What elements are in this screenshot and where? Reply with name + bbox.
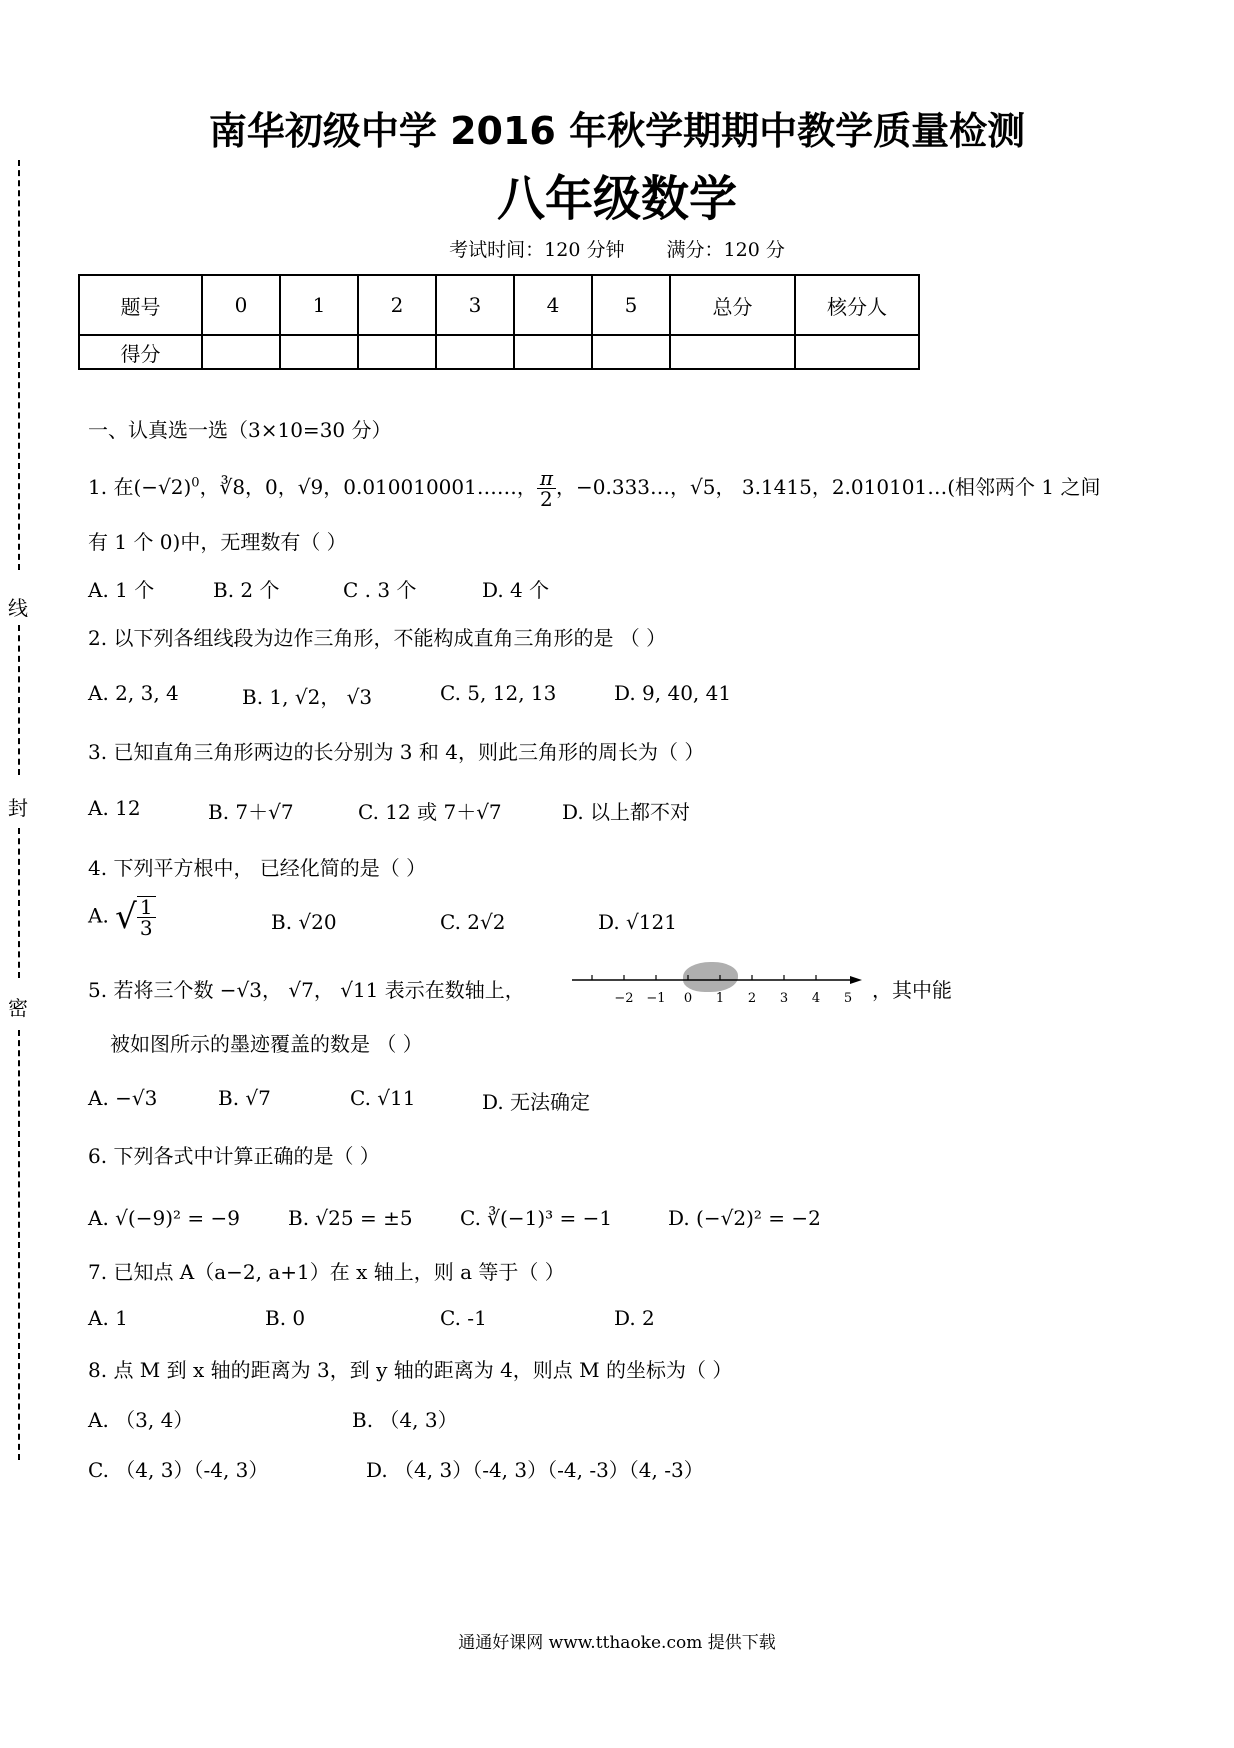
exam-full-score: 满分：120 分 [666,239,785,261]
exam-subject: 八年级数学 [496,171,737,227]
q1-option-b[interactable]: B. 2 个 [213,578,280,602]
score-cell[interactable] [358,335,436,369]
number-line-label: 1 [715,991,725,1006]
q4-option-d[interactable]: D. √121 [598,910,677,934]
q4-option-c[interactable]: C. 2√2 [440,910,506,934]
binding-mark-seal: 封 [8,796,28,820]
question-6: 6. 下列各式中计算正确的是（ ） [88,1144,380,1168]
binding-mark-secret: 密 [8,996,28,1020]
number-line-label: 5 [843,991,853,1006]
question-5-line2: 被如图所示的墨迹覆盖的数是 （ ） [110,1032,423,1056]
q8-option-d[interactable]: D. （4, 3）（-4, 3）（-4, -3）（4, -3） [366,1458,704,1482]
q5-option-a[interactable]: A. −√3 [88,1086,158,1110]
q7-option-a[interactable]: A. 1 [88,1306,128,1330]
number-line-label: 3 [779,991,789,1006]
q3-option-d[interactable]: D. 以上都不对 [562,800,691,824]
q6-option-a[interactable]: A. √(−9)² = −9 [88,1206,240,1230]
q3-option-c[interactable]: C. 12 或 7＋√7 [358,800,502,824]
score-header-cell: 3 [436,275,514,335]
question-5-tail: ，其中能 [872,978,952,1002]
score-cell[interactable] [202,335,280,369]
q2-option-d[interactable]: D. 9, 40, 41 [614,681,732,705]
q1-pi-over-2: $\frac{\pi}{2}$ [537,468,556,509]
sqrt-icon: √ [115,897,137,937]
q4-option-b[interactable]: B. √20 [271,910,337,934]
number-line-label: 0 [683,991,693,1006]
score-header-cell: 题号 [79,275,202,335]
binding-dashed-line-mid2 [18,828,20,978]
score-table [78,274,920,370]
question-3: 3. 已知直角三角形两边的长分别为 3 和 4，则此三角形的周长为（ ） [88,740,705,764]
question-2: 2. 以下列各组线段为边作三角形，不能构成直角三角形的是 （ ） [88,626,667,650]
question-7: 7. 已知点 A（a−2, a+1）在 x 轴上，则 a 等于（ ） [88,1260,565,1284]
question-8: 8. 点 M 到 x 轴的距离为 3，到 y 轴的距离为 4，则点 M 的坐标为（ ） [88,1358,733,1382]
q7-option-c[interactable]: C. -1 [440,1306,487,1330]
binding-mark-line: 线 [8,596,28,620]
q3-option-b[interactable]: B. 7＋√7 [208,800,294,824]
q1-option-d[interactable]: D. 4 个 [482,578,550,602]
question-5: 5. 若将三个数 −√3， √7， √11 表示在数轴上， [88,978,525,1002]
q2-option-b[interactable]: B. 1, √2， √3 [242,685,373,709]
q5-option-c[interactable]: C. √11 [350,1086,416,1110]
q1-expr-neg-sqrt2: (−√2) [133,475,192,499]
binding-dashed-line-bottom [18,1030,20,1460]
score-cell[interactable] [514,335,592,369]
section-title: 一、认真选一选（3×10=30 分） [88,418,392,442]
exam-title: 南华初级中学 2016 年秋学期期中教学质量检测 [208,109,1026,153]
q1-option-a[interactable]: A. 1 个 [88,578,155,602]
score-cell[interactable] [592,335,670,369]
q5-option-d[interactable]: D. 无法确定 [482,1090,591,1114]
q6-option-c[interactable]: C. ∛(−1)³ = −1 [460,1206,613,1230]
question-1 [88,468,1101,509]
number-line-label: 4 [811,991,821,1006]
q5-option-b[interactable]: B. √7 [218,1086,271,1110]
score-header-cell: 5 [592,275,670,335]
q4-option-a[interactable] [88,896,156,938]
question-1-line2: 有 1 个 0)中，无理数有（ ） [88,530,347,554]
score-cell[interactable] [670,335,795,369]
score-header-cell: 4 [514,275,592,335]
footer-credit: 通通好课网 www.tthaoke.com 提供下载 [458,1633,776,1653]
score-cell[interactable] [280,335,358,369]
score-header-cell: 1 [280,275,358,335]
score-header-cell: 0 [202,275,280,335]
q4-option-a-label: A. [88,903,109,928]
number-line-label: −1 [646,991,666,1006]
q1-prefix: 1. 在 [88,475,134,499]
q7-option-b[interactable]: B. 0 [265,1306,306,1330]
exam-time: 考试时间：120 分钟 [449,239,625,261]
number-line-label: 2 [747,991,757,1006]
q3-option-a[interactable]: A. 12 [88,796,141,820]
q7-option-d[interactable]: D. 2 [614,1306,655,1330]
score-cell[interactable] [436,335,514,369]
q6-option-b[interactable]: B. √25 = ±5 [288,1206,413,1230]
q1-option-c[interactable]: C . 3 个 [343,578,417,602]
score-header-cell: 总分 [670,275,795,335]
score-header-cell: 核分人 [795,275,919,335]
question-4: 4. 下列平方根中， 已经化简的是（ ） [88,856,427,880]
exam-meta [0,235,1234,262]
q1-list: ，∛8，0，√9，0.010010001……， [199,475,537,499]
score-cell[interactable] [795,335,919,369]
q4-option-a-fraction: $\frac{1}{3}$ [137,896,156,938]
number-line [572,970,862,1016]
q2-option-c[interactable]: C. 5, 12, 13 [440,681,557,705]
q8-option-b[interactable]: B. （4, 3） [352,1408,458,1432]
q8-option-c[interactable]: C. （4, 3）（-4, 3） [88,1458,269,1482]
q1-list-tail: ，−0.333…，√5， 3.1415，2.010101…(相邻两个 1 之间 [556,475,1101,499]
score-header-cell: 2 [358,275,436,335]
number-line-label: −2 [614,991,634,1006]
q2-option-a[interactable]: A. 2, 3, 4 [88,681,179,705]
q8-option-a[interactable]: A. （3, 4） [88,1408,194,1432]
q1-exponent: 0 [191,475,200,491]
q6-option-d[interactable]: D. (−√2)² = −2 [668,1206,821,1230]
binding-dashed-line-mid1 [18,625,20,775]
score-row-label: 得分 [79,335,202,369]
